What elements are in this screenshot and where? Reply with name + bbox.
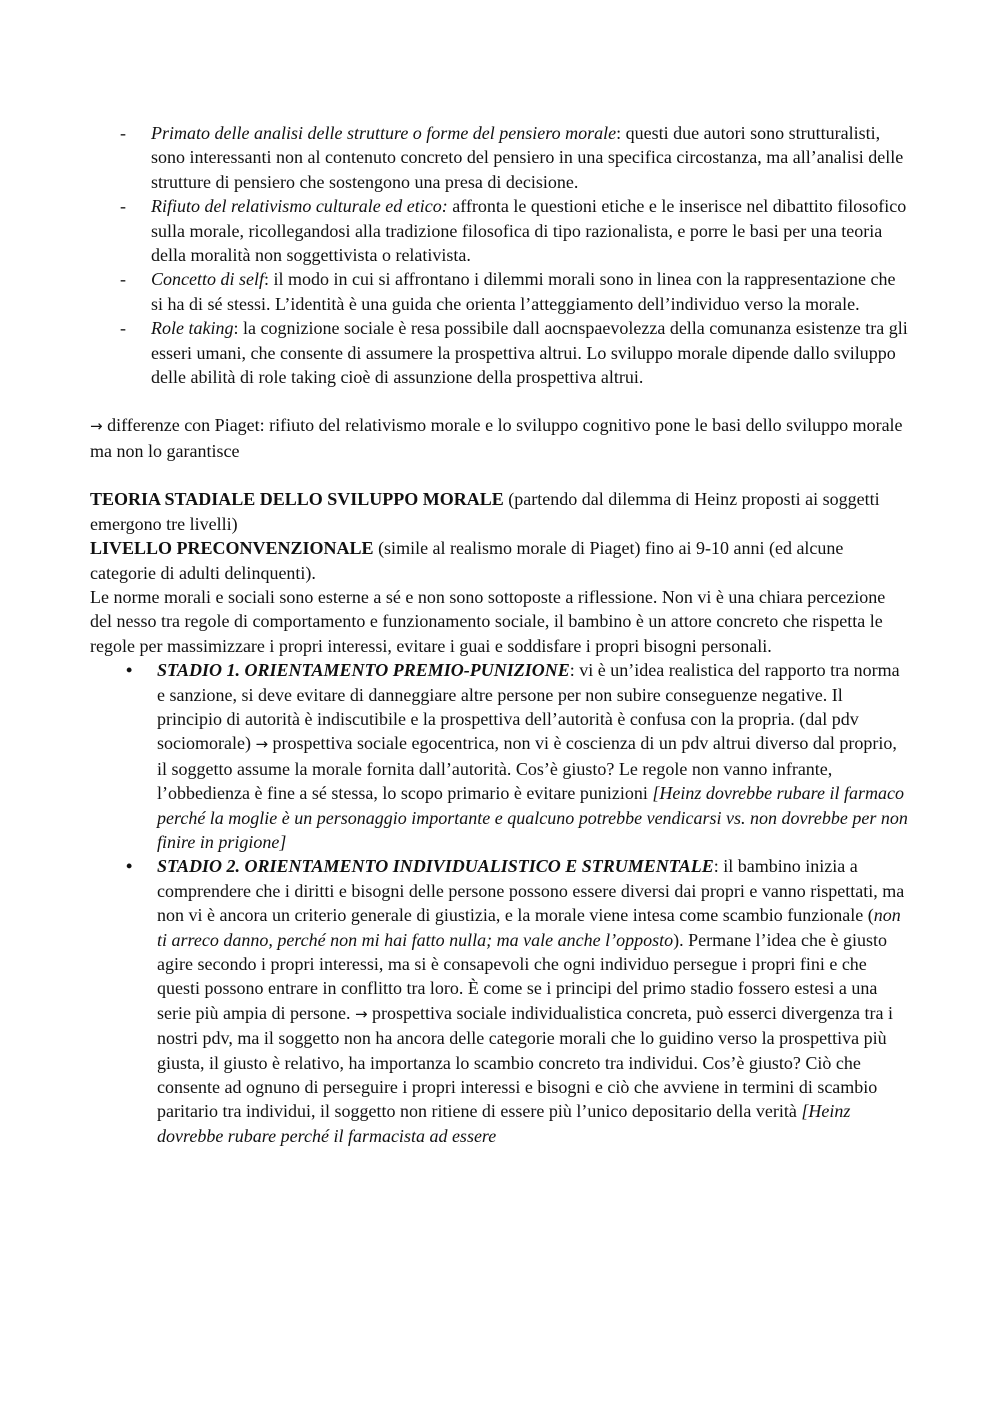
item-text: il modo in cui si affrontano i dilemmi morali sono in linea con la rappresentazione che si ha di sé stessi. L’identità è una guida che orienta l’atteggiamento dell’individuo verso la morale. xyxy=(151,269,896,314)
dash-marker: - xyxy=(120,318,126,339)
item-text: affronta le questioni etiche e le inserisce nel dibattito filosofico sulla morale, ricollegandosi alla tradizione filosofica di tipo razionalista, e porre le basi per una teoria della moralità non soggettivista o relativista. xyxy=(151,196,907,266)
level-description: Le norme morali e sociali sono esterne a sé e non sono sottoposte a riflessione. Non vi è una chiara percezione del nesso tra regole di comportamento e funzionamento sociale, il bambino è un attore concreto che rispetta le regole per massimizzare i propri interessi, evitare i guai e soddisfare i propri bisogni personali. xyxy=(90,586,886,656)
dash-marker: - xyxy=(120,196,126,217)
theory-heading-paragraph: TEORIA STADIALE DELLO SVILUPPO MORALE (partendo dal dilemma di Heinz proposti ai soggetti emergono tre livelli) xyxy=(90,489,880,534)
stage-title: STADIO 2. ORIENTAMENTO INDIVIDUALISTICO E STRUMENTALE xyxy=(157,856,714,877)
heinz-example: [Heinz dovrebbe rubare il farmaco perché la moglie è un personaggio importante e qualcuno potrebbe vendicarsi vs. non dovrebbe per non finire in prigione] xyxy=(157,783,908,852)
list-item: - Primato delle analisi delle strutture o forme del pensiero morale: questi due autori sono strutturalisti, sono interessanti non al contenuto concreto del pensiero in una specifica circostanza, ma all’analisi delle strutture di pensiero che sostengono una presa di decisione. xyxy=(120,123,904,192)
item-term: Role taking xyxy=(151,318,234,339)
item-term: Primato delle analisi delle strutture o forme del pensiero morale xyxy=(151,123,617,143)
stage-item: • STADIO 1. ORIENTAMENTO PREMIO-PUNIZIONE: vi è un’idea realistica del rapporto tra norma e sanzione, si deve evitare di danneggiare altre persone per non subire conseguenze negative. Il principio di autorità è indiscutibile e la prospettiva dell’autorità è confusa con la propria. (dal pdv sociomorale) → prospettiva sociale egocentrica, non vi è coscienza di un pdv altrui diverso dal proprio, il soggetto assume la morale fornita dall’autorità. Cos’è giusto? Le regole non vanno infrante, l’obbedienza è fine a sé stessa, lo scopo primario è evitare punizioni [Heinz dovrebbe rubare il farmaco perché la moglie è un personaggio importante e qualcuno potrebbe vendicarsi vs. non dovrebbe per non finire in prigione] xyxy=(126,660,908,852)
section-heading: TEORIA STADIALE DELLO SVILUPPO MORALE xyxy=(90,489,504,510)
document-page xyxy=(90,121,910,1148)
arrow-right-icon: → xyxy=(354,1004,368,1023)
heinz-example: [Heinz dovrebbe rubare perché il farmacista ad essere xyxy=(157,1101,851,1146)
item-text: la cognizione sociale è resa possibile dall aocnspaevolezza della comunanza esistenze tra gli esseri umani, che consente di assumere la prospettiva altrui. Lo sviluppo morale dipende dallo sviluppo delle abilità di role taking cioè di assunzione della prospettiva altrui. xyxy=(151,318,908,388)
dash-marker: - xyxy=(120,123,126,143)
arrow-right-icon: → xyxy=(90,417,103,436)
item-term: Concetto di self xyxy=(151,269,264,290)
arrow-right-icon: → xyxy=(255,735,269,754)
piaget-note: → differenze con Piaget: rifiuto del relativismo morale e lo sviluppo cognitivo pone le basi dello sviluppo morale ma non lo garantisce xyxy=(90,415,903,461)
stage-item: • STADIO 2. ORIENTAMENTO INDIVIDUALISTICO E STRUMENTALE: il bambino inizia a comprendere che i diritti e bisogni delle persone possono essere diversi dai propri e vanno rispettati, ma non vi è ancora un criterio generale di giustizia, e la morale viene intesa come scambio funzionale (non ti arreco danno, perché non mi hai fatto nulla; ma vale anche l’opposto). Permane l’idea che è giusto agire secondo i propri interessi, ma si è consapevoli che ogni individuo persegue i propri fini e che questi possono entrare in conflitto tra loro. È come se i principi del primo stadio fossero estesi a una serie più ampia di persone. → prospettiva sociale individualistica concreta, può esserci divergenza tra i nostri pdv, ma il soggetto non ha ancora delle categorie morali che lo guidino verso la prospettiva più giusta, il giusto è relativo, ha importanza lo scambio concreto tra individui. Cos’è giusto? Ciò che consente ad ognuno di perseguire i propri interessi e bisogni e ciò che avviene in termini di scambio paritario tra individui, il soggetto non ritiene di essere più l’unico depositario della verità [Heinz dovrebbe rubare perché il farmacista ad essere xyxy=(126,856,905,1146)
list-item: - Concetto di self: il modo in cui si affrontano i dilemmi morali sono in linea con la rappresentazione che si ha di sé stessi. L’identità è una guida che orienta l’atteggiamento dell’individuo verso la morale. xyxy=(120,269,896,314)
item-term: Rifiuto del relativismo culturale ed etico: xyxy=(151,196,448,217)
bullet-marker: • xyxy=(126,856,133,877)
stage-title: STADIO 1. ORIENTAMENTO PREMIO-PUNIZIONE xyxy=(157,660,570,681)
principles-list xyxy=(90,121,910,389)
item-text: questi due autori sono strutturalisti, sono interessanti non al contenuto concreto del pensiero in una specifica circostanza, ma all’analisi delle strutture di pensiero che sostengono una presa di decisione. xyxy=(151,123,904,192)
list-item xyxy=(120,194,910,267)
dash-marker: - xyxy=(120,269,126,290)
list-item: - Role taking: la cognizione sociale è resa possibile dall aocnspaevolezza della comunanza esistenze tra gli esseri umani, che consente di assumere la prospettiva altrui. Lo sviluppo morale dipende dallo sviluppo delle abilità di role taking cioè di assunzione della prospettiva altrui. xyxy=(120,318,908,388)
stages-list xyxy=(90,658,910,1148)
bullet-marker: • xyxy=(126,660,133,681)
level-heading-paragraph: LIVELLO PRECONVENZIONALE (simile al realismo morale di Piaget) fino ai 9-10 anni (ed alcune categorie di adulti delinquenti). xyxy=(90,538,844,583)
level-heading: LIVELLO PRECONVENZIONALE xyxy=(90,538,374,559)
